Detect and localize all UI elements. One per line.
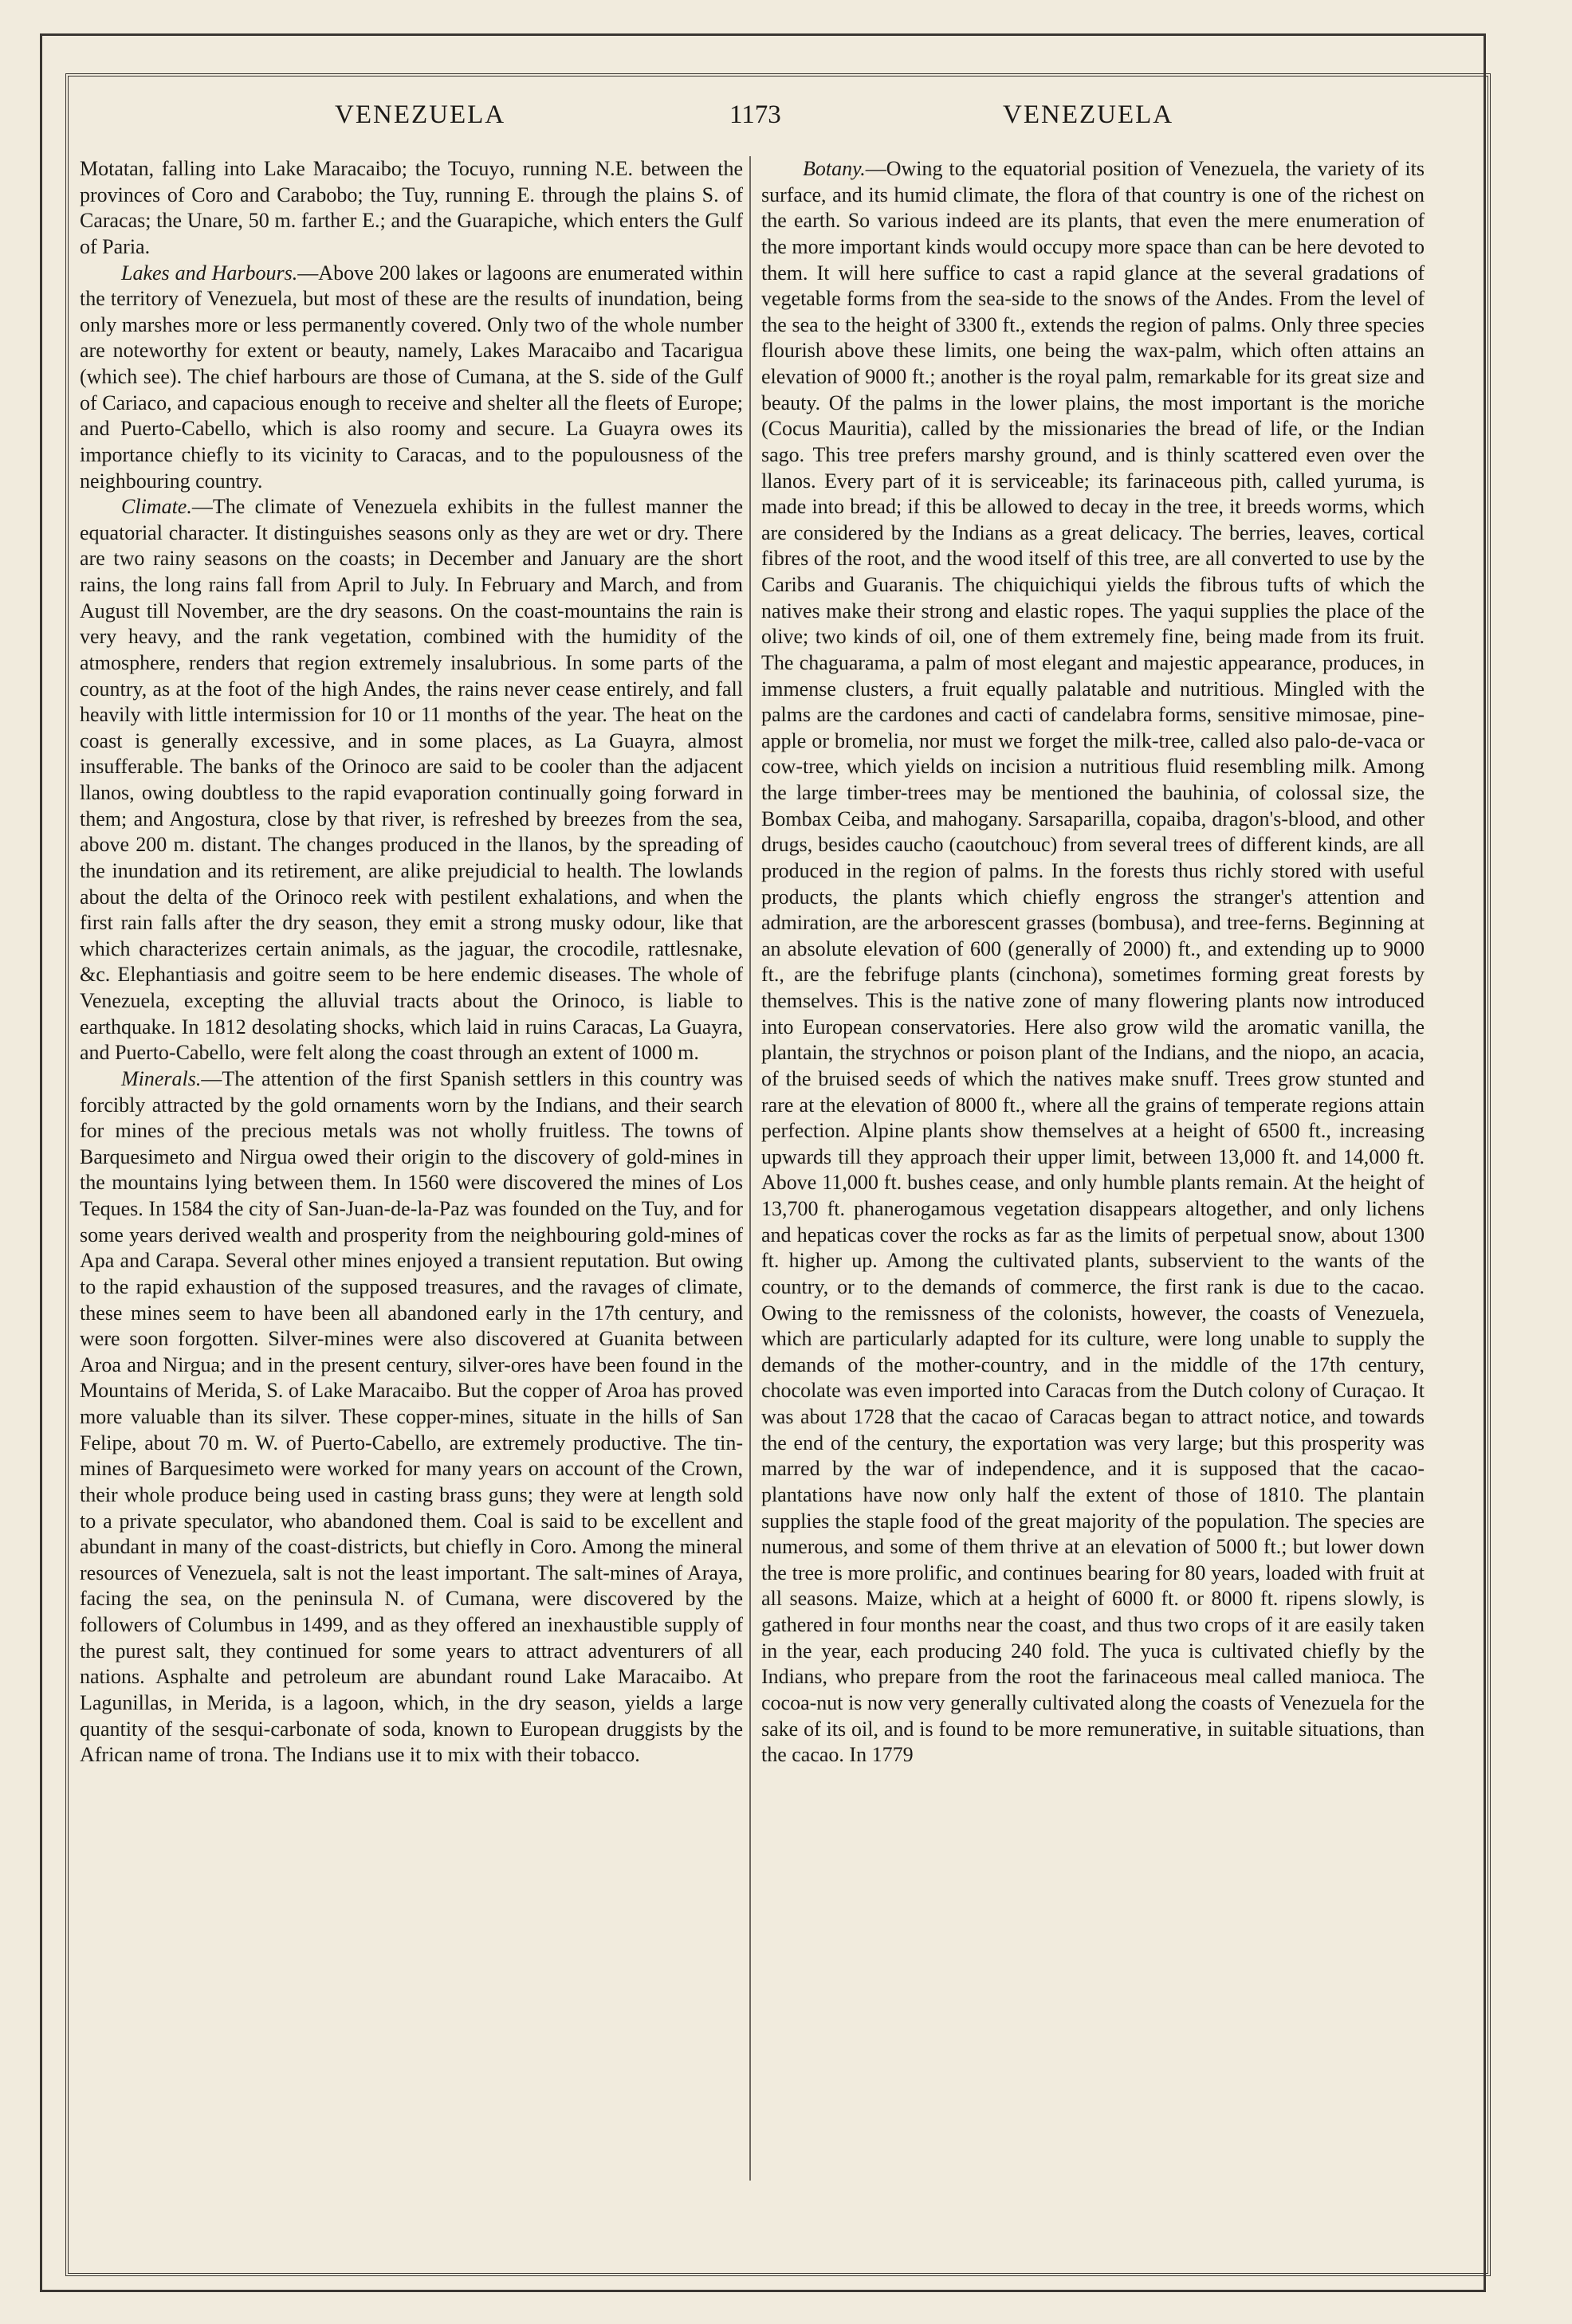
paragraph-text: —Above 200 lakes or lagoons are enumerated within the territory of Venezuela, but most of these are the results of inundation, being only marshes more or less permanently covered. Only two of the whole number are noteworthy for extent or beauty, namely, Lakes Maracaibo and Tacarigua (which see). The chief harbours are those of Cumana, at the S. side of the Gulf of Cariaco, and capacious enough to receive and shelter all the fleets of Europe; and Puerto-Cabello, which is also roomy and secure. La Guayra owes its importance chiefly to its vicinity to Caracas, and to the populousness of the neighbouring country. xyxy=(80,261,744,493)
section-heading-minerals: Minerals. xyxy=(121,1066,202,1090)
section-heading-botany: Botany. xyxy=(803,157,866,180)
paragraph-text: —The attention of the first Spanish settlers in this country was forcibly attracted by the gold ornaments worn by the Indians, and their search for mines of the precious metals was not wholly fruitless. The towns of Barquesimeto and Nirgua owed their origin to the discovery of gold-mines in the mountains lying between them. In 1560 were discovered the mines of Los Teques. In 1584 the city of San-Juan-de-la-Paz was founded on the Tuy, and for some years derived wealth and prosperity from the neighbouring gold-mines of Apa and Carapa. Several other mines enjoyed a transient reputation. But owing to the rapid exhaustion of the supposed treasures, and the ravages of climate, these mines seem to have been all abandoned early in the 17th century, and were soon forgotten. Silver-mines were also discovered at Guanita between Aroa and Nirgua; and in the present century, silver-ores have been found in the Mountains of Merida, S. of Lake Maracaibo. But the copper of Aroa has proved more valuable than its silver. These copper-mines, situate in the hills of San Felipe, about 70 m. W. of Puerto-Cabello, are extremely productive. The tin-mines of Barquesimeto were worked for many years on account of the Crown, their whole produce being used in casting brass guns; they were at length sold to a private speculator, who abandoned them. Coal is said to be excellent and abundant in many of the coast-districts, but chiefly in Coro. Among the mineral resources of Venezuela, salt is not the least important. The salt-mines of Araya, facing the sea, on the peninsula N. of Cumana, were discovered by the followers of Columbus in 1499, and as they offered an inexhaustible supply of the purest salt, they continued for some years to attract adventurers of all nations. Asphalte and petroleum are abundant round Lake Maracaibo. At Lagunillas, in Merida, is a lagoon, which, in the dry season, yields a large quantity of the sesqui-carbonate of soda, known to European druggists by the African name of trona. The Indians use it to mix with their tobacco. xyxy=(80,1066,743,1767)
section-heading-climate: Climate. xyxy=(121,495,192,519)
paragraph-rivers xyxy=(80,156,743,261)
paragraph-botany xyxy=(761,156,1425,1769)
paragraph-minerals xyxy=(80,1066,743,1769)
paragraph-text: —Owing to the equatorial position of Venezuela, the variety of its surface, and its humid climate, the flora of that country is one of the richest on the earth. So various indeed are its plants, that even the mere enumeration of the more important kinds would occupy more space than can be here devoted to them. It will here suffice to cast a rapid glance at the several gradations of vegetable forms from the sea-side to the snows of the Andes. From the level of the sea to the height of 3300 ft., extends the region of palms. Only three species flourish above these limits, one being the wax-palm, which often attains an elevation of 9000 ft.; another is the royal palm, remarkable for its great size and beauty. Of the palms in the lower plains, the most important is the moriche (Cocus Mauritia), called by the missionaries the bread of life, or the Indian sago. This tree prefers marshy ground, and is thinly scattered even over the llanos. Every part of it is serviceable; its farinaceous pith, called yuruma, is made into bread; if this be allowed to decay in the tree, it breeds worms, which are considered by the Indians as a great delicacy. The berries, leaves, cortical fibres of the root, and the wood itself of this tree, are all converted to use by the Caribs and Guaranis. The chiquichiqui yields the fibrous tufts of which the natives make their strong and elastic ropes. The yaqui supplies the place of the olive; two kinds of oil, one of them extremely fine, being made from its fruit. The chaguarama, a palm of most elegant and majestic appearance, produces, in immense clusters, a fruit equally palatable and nutritious. Mingled with the palms are the cardones and cacti of candelabra forms, sensitive mimosae, pine-apple or bromelia, nor must we forget the milk-tree, called also palo-de-vaca or cow-tree, which yields on incision a nutritious fluid resembling milk. Among the large timber-trees may be mentioned the bauhinia, of colossal size, the Bombax Ceiba, and mahogany. Sarsaparilla, copaiba, dragon's-blood, and other drugs, besides caucho (caoutchouc) from several trees of different kinds, are all produced in the region of palms. In the forests thus richly stored with useful products, the plants which chiefly engross the stranger's attention and admiration, are the arborescent grasses (bombusa), and tree-ferns. Beginning at an absolute elevation of 600 (generally of 2000) ft., and extending up to 9000 ft., are the febrifuge plants (cinchona), sometimes forming great forests by themselves. This is the native zone of many flowering plants now introduced into European conservatories. Here also grow wild the aromatic vanilla, the plantain, the strychnos or poison plant of the Indians, and the niopo, an acacia, of the bruised seeds of which the natives make snuff. Trees grow stunted and rare at the elevation of 8000 ft., where all the grains of temperate regions attain perfection. Alpine plants show themselves at a height of 6500 ft., increasing upwards till they approach their upper limit, between 13,000 ft. and 14,000 ft. Above 11,000 ft. bushes cease, and only humble plants remain. At the height of 13,700 ft. phanerogamous vegetation disappears altogether, and only lichens and hepaticas cover the rocks as far as the limits of perpetual snow, about 1300 ft. higher up. Among the cultivated plants, subservient to the wants of the country, or to the demands of commerce, the first rank is due to the cacao. Owing to the remissness of the colonists, however, the coasts of Venezuela, which are particularly adapted for its culture, were long unable to supply the demands of the mother-country, and in the middle of the 17th century, chocolate was even imported into Caracas from the Dutch colony of Curaçao. It was about 1728 that the cacao of Caracas began to attract notice, and towards the end of the century, the exportation was very large; but this prosperity was marred by the war of independence, and it is supposed that the cacao-plantations have now only half the extent of those of 1810. The plantain supplies the staple food of the great majority of the population. The species are numerous, and some of them thrive at an elevation of 5000 ft.; but lower down the tree is more prolific, and continues bearing for 80 years, loaded with fruit at all seasons. Maize, which at a height of 6000 ft. or 8000 ft. ripens slowly, is gathered in four months near the coast, and thus two crops of it are easily taken in the year, each producing 240 fold. The yuca is cultivated chiefly by the Indians, who prepare from the root the farinaceous meal called manioca. The cocoa-nut is now very generally cultivated along the coasts of Venezuela for the sake of its oil, and is found to be more remunerative, in suitable situations, than the cacao. In 1779 xyxy=(761,157,1425,1767)
header-title-left: VENEZUELA xyxy=(335,100,506,129)
column-divider xyxy=(749,156,751,2181)
paragraph-lakes-harbours xyxy=(80,261,743,495)
paragraph-text: —The climate of Venezuela exhibits in the fullest manner the equatorial character. It distinguishes seasons only as they are wet or dry. There are two rainy seasons on the coasts; in December and January are the short rains, the long rains fall from April to July. In February and March, and from August till November, are the dry seasons. On the coast-mountains the rain is very heavy, and the rank vegetation, combined with the humidity of the atmosphere, renders that region extremely insalubrious. In some parts of the country, as at the foot of the high Andes, the rains never cease entirely, and fall heavily with little intermission for 10 or 11 months of the year. The heat on the coast is generally excessive, and in some places, as La Guayra, almost insufferable. The banks of the Orinoco are said to be cooler than the adjacent llanos, owing doubtless to the rapid evaporation continually going forward in them; and Angostura, close by that river, is refreshed by breezes from the sea, above 200 m. distant. The changes produced in the llanos, by the spreading of the inundation and its retirement, are alike prejudicial to health. The lowlands about the delta of the Orinoco reek with pestilent exhalations, and when the first rain falls after the dry season, they emit a strong musky odour, like that which characterizes certain animals, as the jaguar, the crocodile, rattlesnake, &c. Elephantiasis and goitre seem to be here endemic diseases. The whole of Venezuela, excepting the alluvial tracts about the Orinoco, is liable to earthquake. In 1812 desolating shocks, which laid in ruins Caracas, La Guayra, and Puerto-Cabello, were felt along the coast through an extent of 1000 m. xyxy=(80,495,743,1065)
paragraph-climate xyxy=(80,494,743,1066)
page-number: 1173 xyxy=(729,100,781,129)
paragraph-text: Motatan, falling into Lake Maracaibo; the Tocuyo, running N.E. between the provinces of Coro and Carabobo; the Tuy, running E. through the plains S. of Caracas; the Unare, 50 m. farther E.; and the Guarapiche, which enters the Gulf of Paria. xyxy=(80,157,743,258)
running-header xyxy=(80,100,1467,140)
left-column xyxy=(80,156,743,1769)
right-column xyxy=(761,156,1425,1769)
section-heading-lakes: Lakes and Harbours. xyxy=(121,261,298,285)
header-title-right: VENEZUELA xyxy=(1003,100,1174,129)
